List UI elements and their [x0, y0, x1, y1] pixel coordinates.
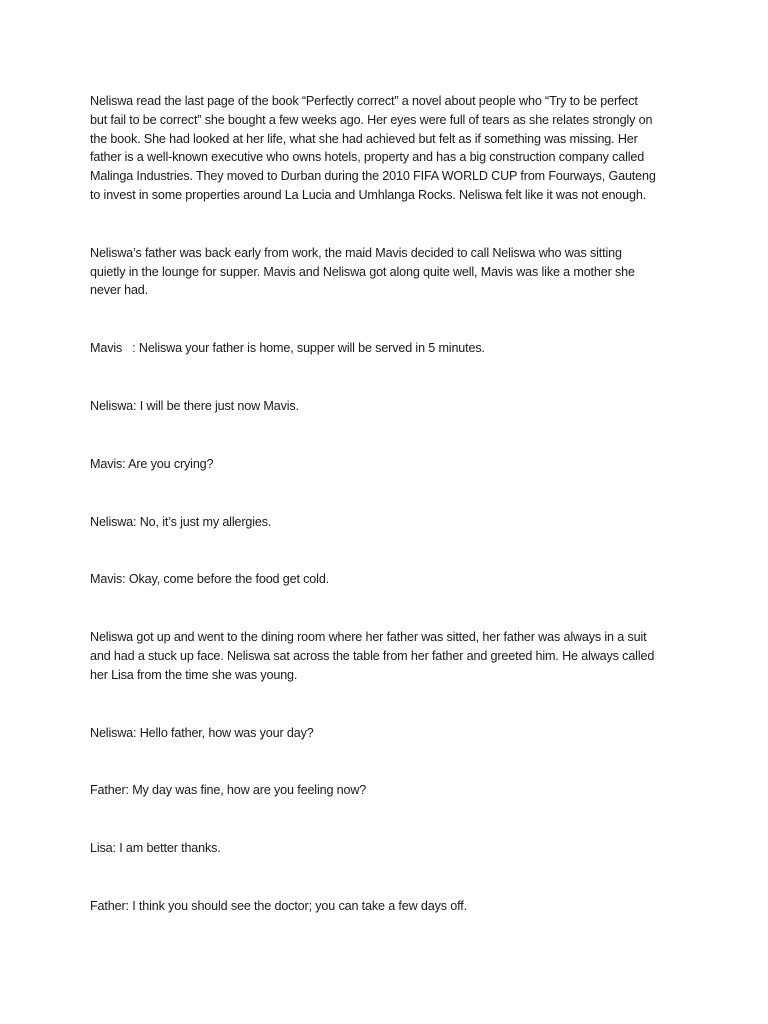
dialog-line-father-reply: Father: My day was fine, how are you feeling now?: [90, 783, 367, 798]
document-body: [90, 92, 680, 955]
text-line: but fail to be correct” she bought a few weeks ago. Her eyes were full of tears as she relates strongly on: [90, 112, 653, 127]
paragraph-father-home: [90, 244, 680, 300]
paragraph-intro: [90, 92, 680, 205]
dialog-line-neliswa-coming: Neliswa: I will be there just now Mavis.: [90, 398, 299, 413]
text-line: and had a stuck up face. Neliswa sat across the table from her father and greeted him. He always called: [90, 648, 655, 663]
text-line: never had.: [90, 283, 149, 298]
dialog-line-lisa-better: Lisa: I am better thanks.: [90, 841, 221, 856]
text-line: Neliswa’s father was back early from work, the maid Mavis decided to call Neliswa who was sitting: [90, 245, 622, 260]
paragraph-dining-room: [90, 628, 680, 684]
text-line: Neliswa read the last page of the book “Perfectly correct” a novel about people who “Try to be perfect: [90, 94, 638, 108]
dialog-line-mavis-crying: Mavis: Are you crying?: [90, 456, 214, 471]
text-line: Malinga Industries. They moved to Durban during the 2010 FIFA WORLD CUP from Fourways, Gauteng: [90, 169, 656, 184]
dialog-line-neliswa-allergies: Neliswa: No, it’s just my allergies.: [90, 514, 272, 529]
text-line: father is a well-known executive who owns hotels, property and has a big construction company called: [90, 150, 645, 165]
text-line: the book. She had looked at her life, what she had achieved but felt as if something was missing. Her: [90, 131, 638, 146]
dialog-line-mavis-food: Mavis: Okay, come before the food get cold.: [90, 572, 330, 587]
dialog-line-neliswa-greeting: Neliswa: Hello father, how was your day?: [90, 725, 314, 740]
dialog-line-mavis-supper: Mavis : Neliswa your father is home, supper will be served in 5 minutes.: [90, 341, 485, 356]
text-line: to invest in some properties around La Lucia and Umhlanga Rocks. Neliswa felt like it was not enough.: [90, 187, 647, 202]
text-line: her Lisa from the time she was young.: [90, 667, 298, 682]
text-line: Neliswa got up and went to the dining room where her father was sitted, her father was always in a suit: [90, 630, 647, 645]
text-line: quietly in the lounge for supper. Mavis and Neliswa got along quite well, Mavis was like a mother she: [90, 264, 635, 279]
dialog-line-father-doctor: Father: I think you should see the doctor; you can take a few days off.: [90, 898, 467, 913]
